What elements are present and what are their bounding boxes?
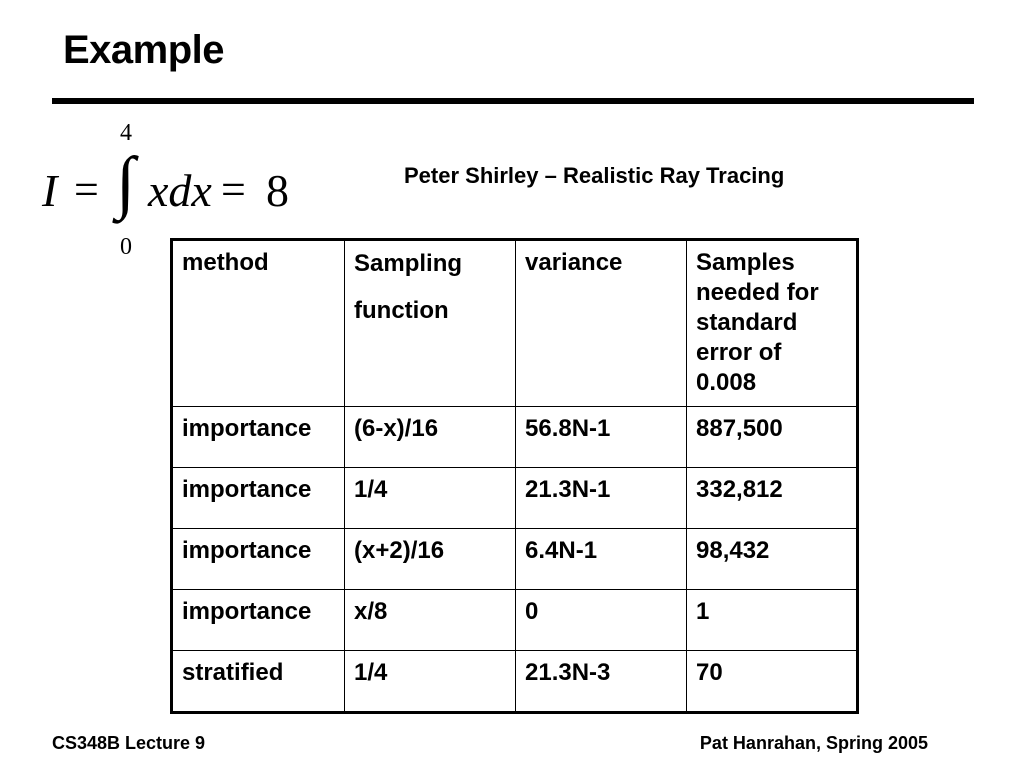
cell-samples-needed: 98,432 (687, 529, 858, 590)
header-sampling-function: Sampling function (345, 240, 516, 407)
title-divider (52, 98, 974, 104)
cell-method: stratified (172, 651, 345, 713)
cell-variance: 21.3N-1 (516, 468, 687, 529)
table-row (172, 529, 858, 590)
slide-title: Example (63, 28, 225, 72)
cell-sampling-function: (6-x)/16 (345, 407, 516, 468)
citation: Peter Shirley – Realistic Ray Tracing (404, 163, 785, 188)
header-variance: variance (516, 240, 687, 407)
table-row (172, 468, 858, 529)
cell-sampling-function: 1/4 (345, 651, 516, 713)
formula-upper-limit: 4 (120, 120, 132, 146)
table-row (172, 590, 858, 651)
footer-author: Pat Hanrahan, Spring 2005 (699, 733, 928, 753)
cell-sampling-function: x/8 (345, 590, 516, 651)
table-header-row (172, 240, 858, 407)
formula-equals-2: = (221, 165, 246, 214)
cell-variance: 6.4N-1 (516, 529, 687, 590)
table-row (172, 651, 858, 713)
footer-course: CS348B Lecture 9 (52, 733, 206, 753)
formula-lower-limit: 0 (120, 234, 132, 260)
results-table-wrapper (170, 238, 859, 714)
cell-variance: 56.8N-1 (516, 407, 687, 468)
formula-integrand: xdx (148, 165, 212, 216)
header-samples-needed: Samples needed for standard error of 0.008 (687, 240, 858, 407)
cell-method: importance (172, 529, 345, 590)
cell-method: importance (172, 590, 345, 651)
cell-samples-needed: 1 (687, 590, 858, 651)
cell-variance: 21.3N-3 (516, 651, 687, 713)
cell-samples-needed: 332,812 (687, 468, 858, 529)
formula-equals-1: = (74, 165, 99, 214)
cell-samples-needed: 70 (687, 651, 858, 713)
table-row (172, 407, 858, 468)
formula-lhs: I (42, 165, 58, 216)
cell-samples-needed: 887,500 (687, 407, 858, 468)
header-method: method (172, 240, 345, 407)
cell-sampling-function: (x+2)/16 (345, 529, 516, 590)
results-table (170, 238, 859, 714)
integral-sign: ∫ (116, 144, 136, 221)
cell-method: importance (172, 468, 345, 529)
cell-sampling-function: 1/4 (345, 468, 516, 529)
cell-method: importance (172, 407, 345, 468)
cell-variance: 0 (516, 590, 687, 651)
formula-result: 8 (266, 165, 289, 216)
